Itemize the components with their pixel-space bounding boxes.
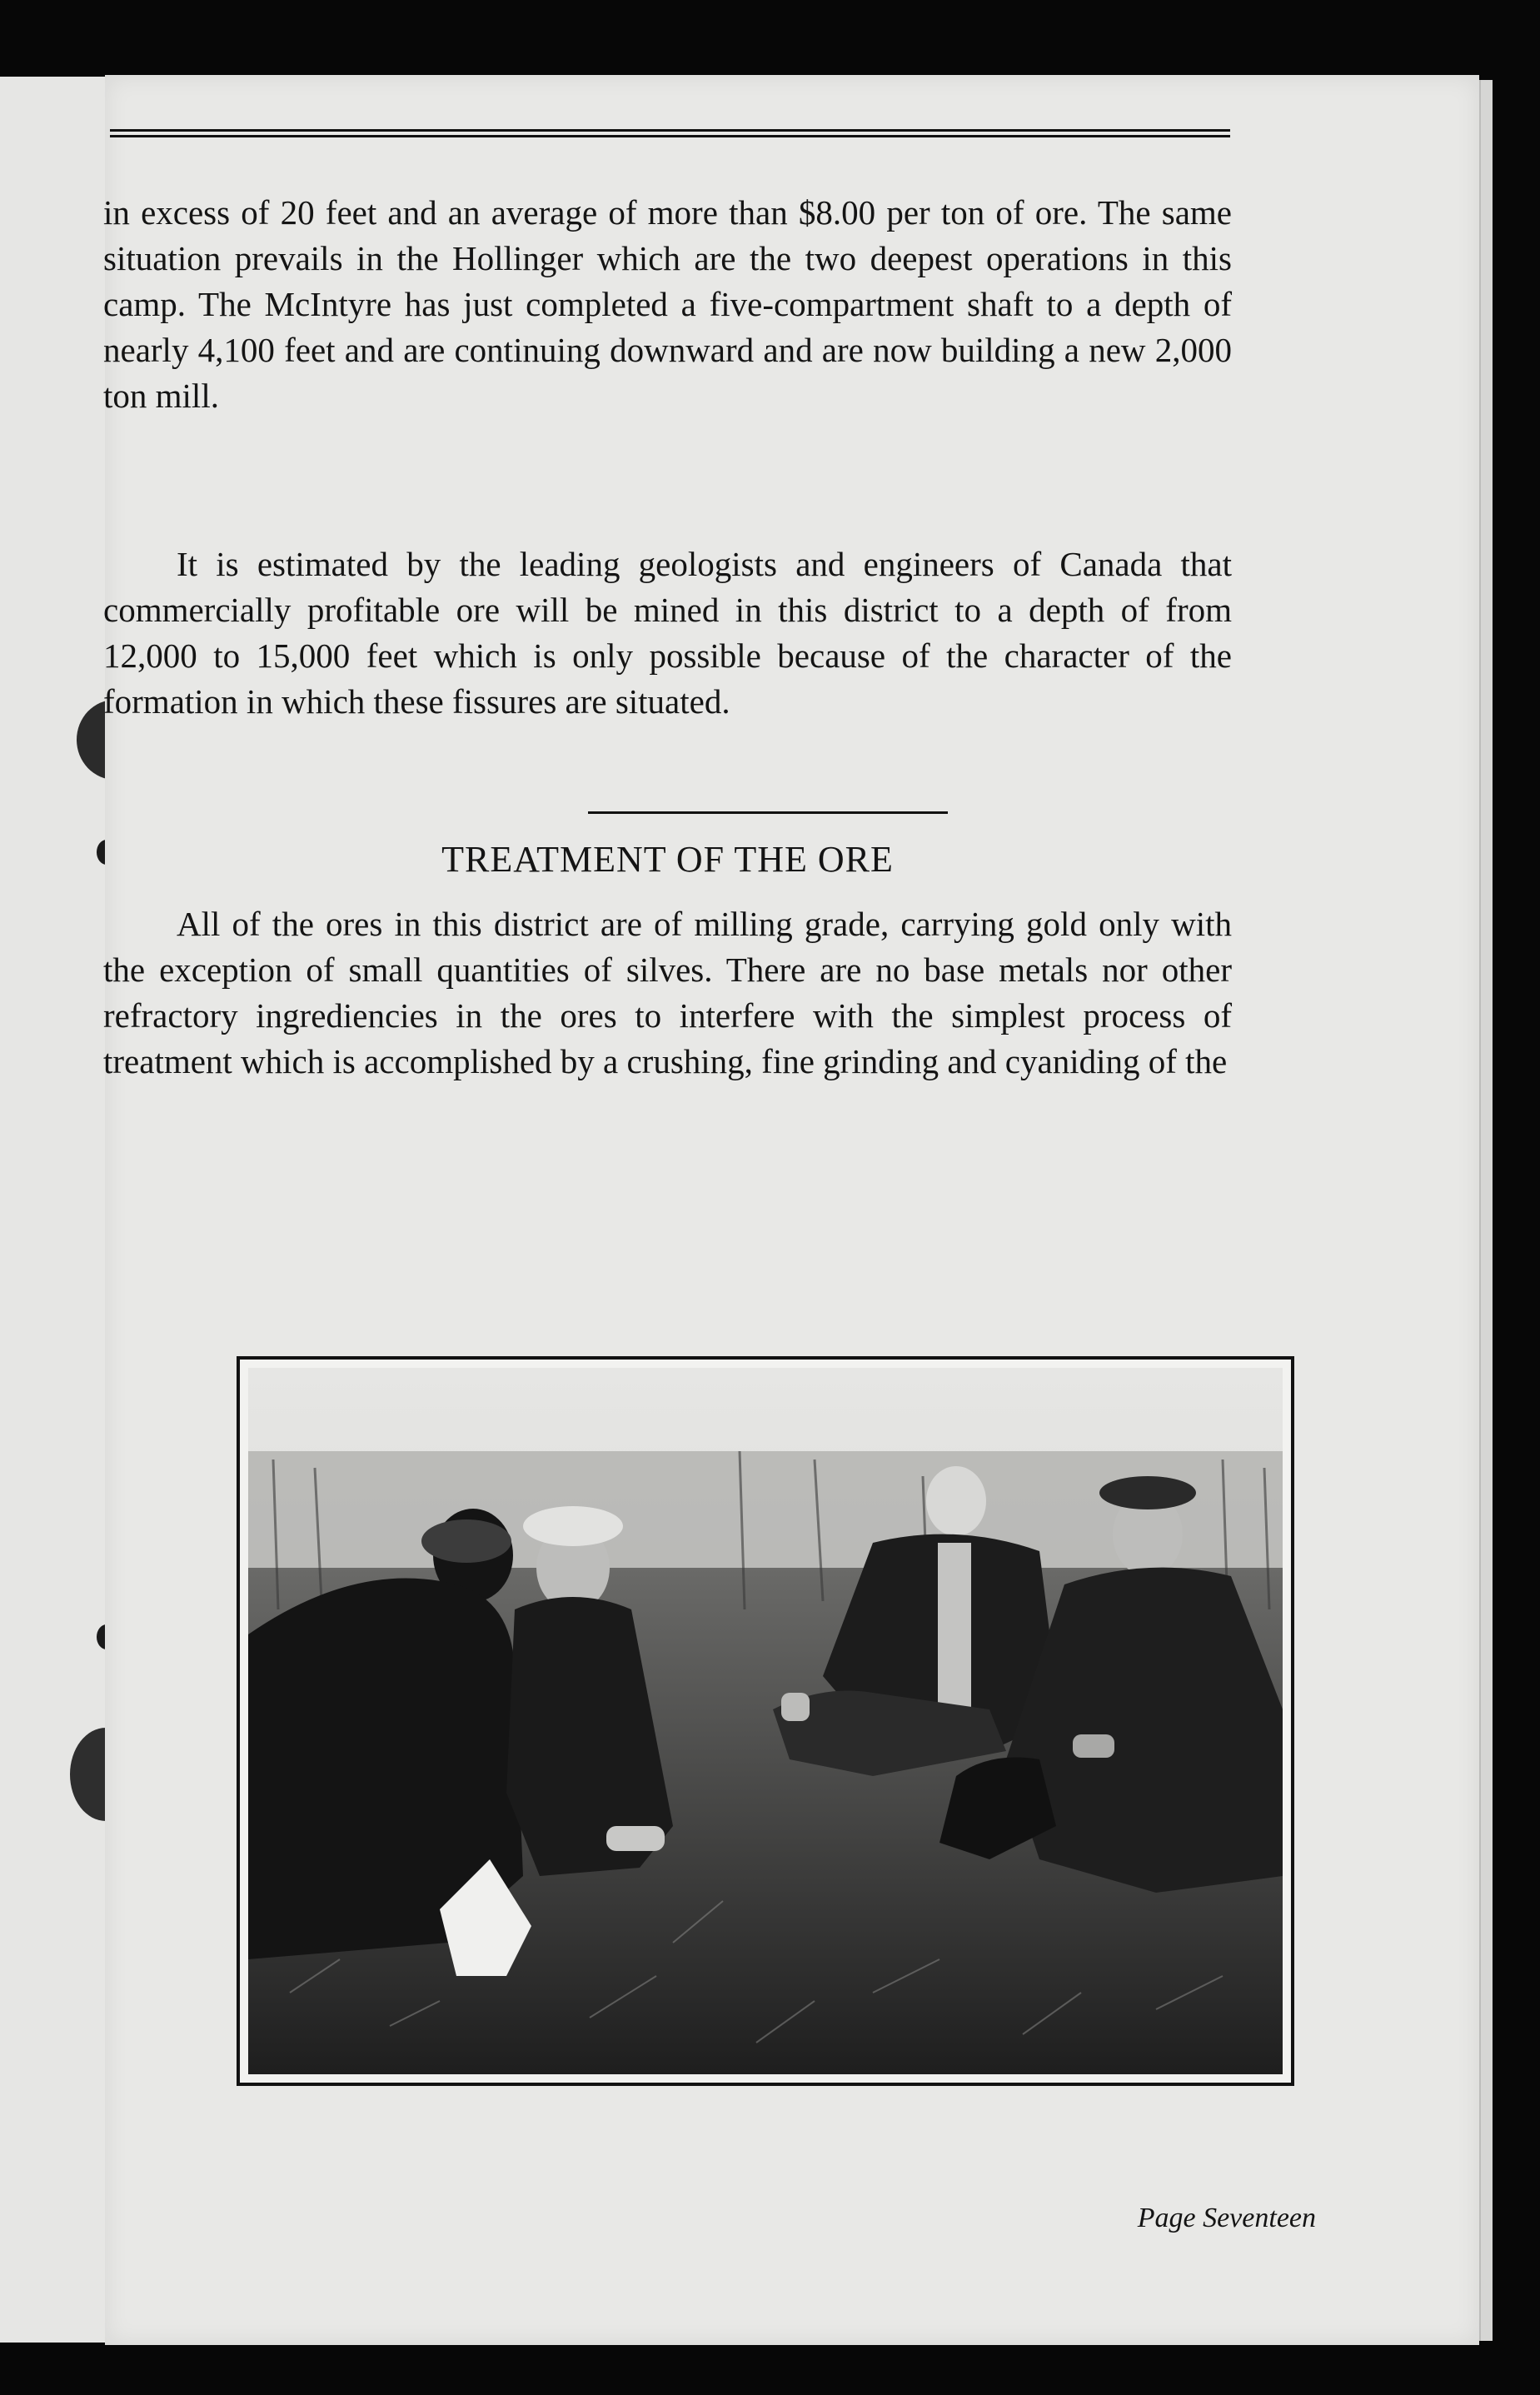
paragraph-continued: in excess of 20 feet and an average of more than $8.00 per ton of ore. The same situation prevails in the Hollinger which are the two deepest operations in this camp. The McIntyre has just completed a five-compartment shaft to a depth of nearly 4,100 feet and are continuing downward and are now building a new 2,000 ton mill. xyxy=(103,193,1232,415)
body-text-treatment xyxy=(103,901,1232,1085)
body-text-top xyxy=(103,190,1232,419)
body-text-estimate xyxy=(103,541,1232,725)
photograph-prospectors xyxy=(237,1356,1294,2086)
photograph-image xyxy=(240,1360,1291,2083)
paragraph-treatment: All of the ores in this district are of milling grade, carrying gold only with the exception of small quantities of silves. There are no base metals nor other refractory ingrediencies in the ores to interfere with the simplest process of treatment which is accomplished by a crushing, fine grinding and cyaniding of the xyxy=(103,905,1232,1080)
previous-page-edge xyxy=(0,77,114,2343)
section-divider xyxy=(588,811,948,814)
header-double-rule xyxy=(110,129,1230,137)
page-number: Page Seventeen xyxy=(1137,2203,1316,2233)
paragraph-depth-estimate: It is estimated by the leading geologists and engineers of Canada that commercially profitable ore will be mined in this district to a depth of from 12,000 to 15,000 feet which is only possible because of the character of the formation in which these fissures are situated. xyxy=(103,545,1232,721)
section-heading: TREATMENT OF THE ORE xyxy=(441,839,894,880)
page-right-edge xyxy=(1479,80,1493,2341)
